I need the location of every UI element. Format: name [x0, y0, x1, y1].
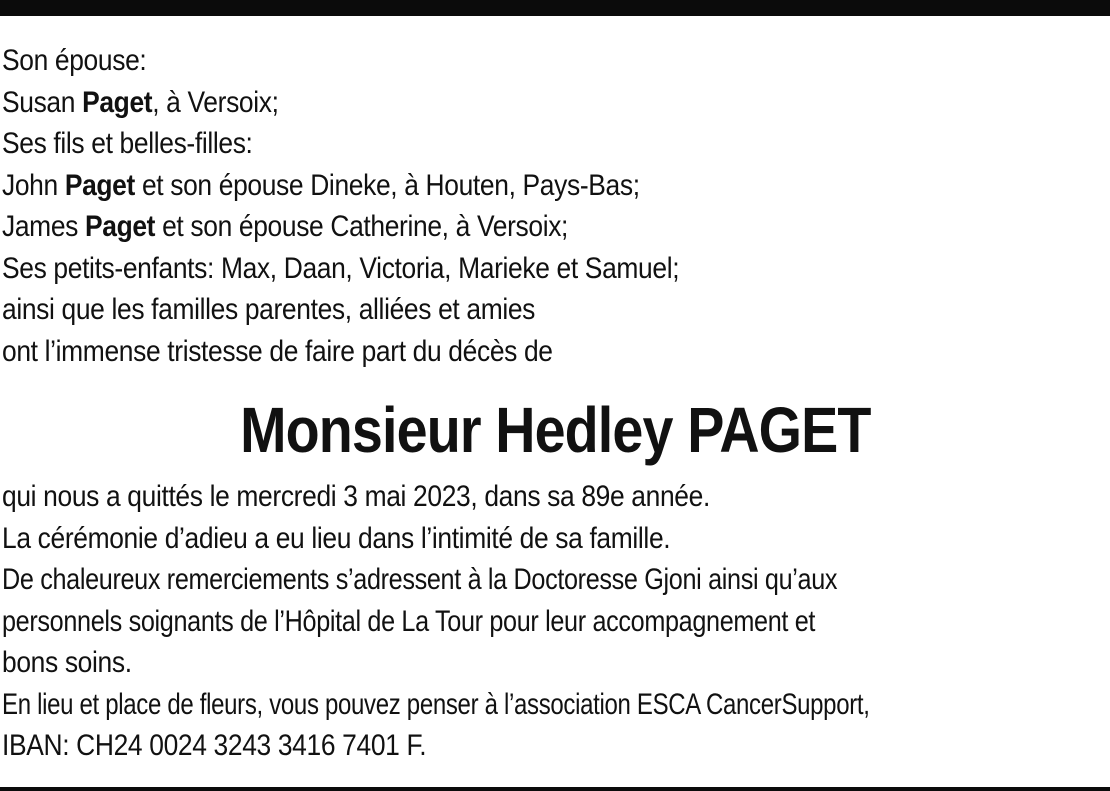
family-line: Ses petits-enfants: Max, Daan, Victoria, Marieke et Samuel; — [2, 251, 680, 285]
body-line: De chaleureux remerciements s’adressent à la Doctoresse Gjoni ainsi qu’aux — [2, 563, 838, 596]
body-line: En lieu et place de fleurs, vous pouvez penser à l’association ESCA CancerSupport, — [2, 687, 870, 721]
notice-body — [2, 476, 1110, 767]
family-line: John Paget et son épouse Dineke, à Houten, Pays-Bas; — [2, 168, 640, 202]
bottom-border-rule — [0, 787, 1110, 791]
family-line: ont l’immense tristesse de faire part du décès de — [2, 334, 553, 368]
body-line: La cérémonie d’adieu a eu lieu dans l’intimité de sa famille. — [2, 521, 671, 555]
family-line: ainsi que les familles parentes, alliées et amies — [2, 293, 536, 326]
body-line: bons soins. — [2, 646, 132, 679]
deceased-name: Monsieur Hedley PAGET — [239, 394, 871, 466]
family-line: James Paget et son épouse Catherine, à Versoix; — [2, 210, 569, 243]
top-border-rule — [0, 0, 1110, 16]
family-line: Son épouse: — [2, 44, 147, 77]
body-line: qui nous a quittés le mercredi 3 mai 2023, dans sa 89e année. — [2, 480, 710, 513]
family-announcement — [2, 40, 1110, 372]
body-line: personnels soignants de l’Hôpital de La Tour pour leur accompagnement et — [2, 604, 816, 638]
body-line: IBAN: CH24 0024 3243 3416 7401 F. — [2, 729, 427, 762]
family-line: Ses fils et belles-filles: — [2, 127, 253, 160]
family-line: Susan Paget, à Versoix; — [2, 85, 279, 119]
